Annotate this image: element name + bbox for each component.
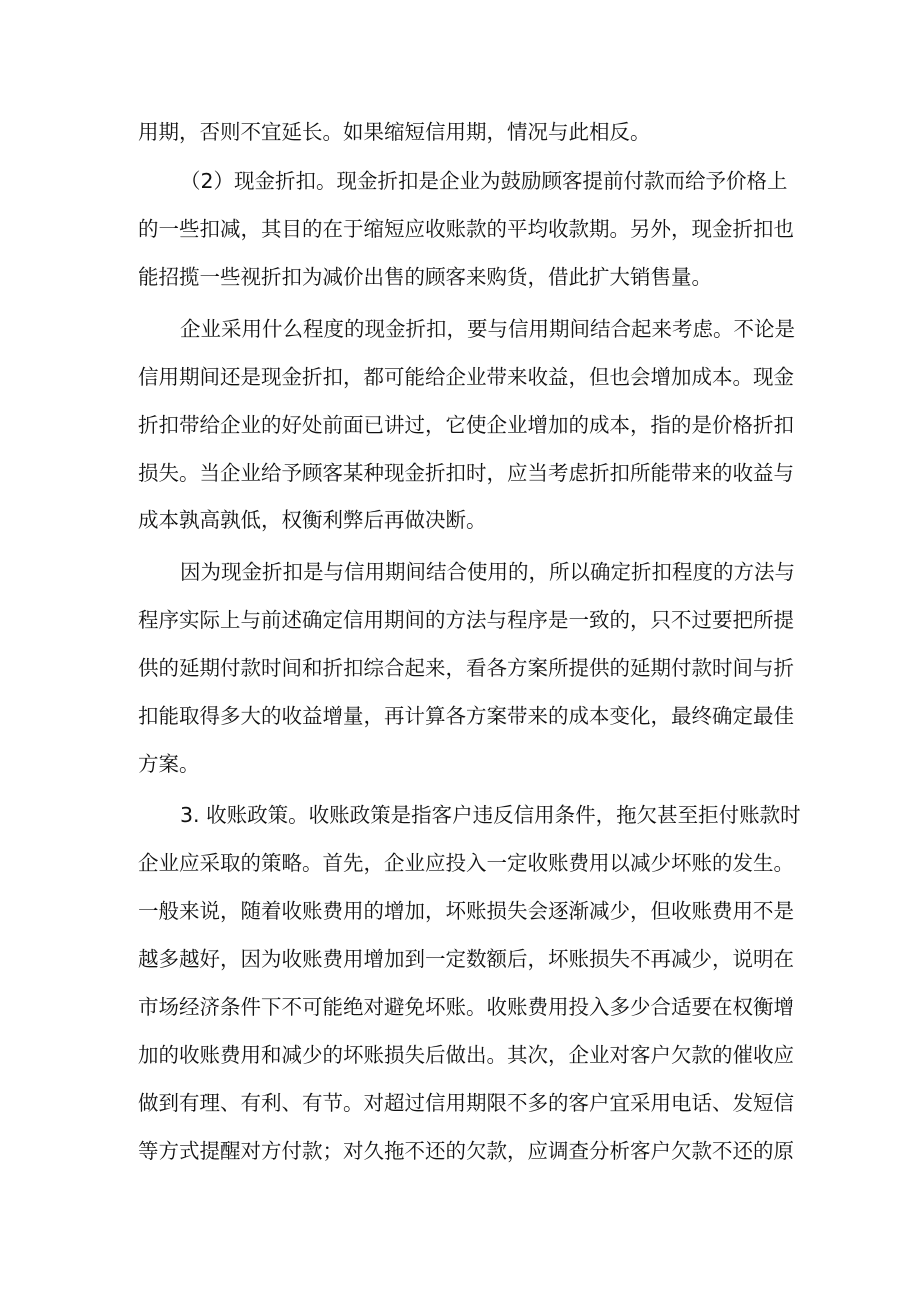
text-line: 一般来说，随着收账费用的增加，坏账损失会逐渐减少，但收账费用不是 [138, 899, 794, 923]
text-line: 折扣带给企业的好处前面已讲过，它使企业增加的成本，指的是价格折扣 [138, 413, 794, 437]
text-line: 企业应采取的策略。首先，企业应投入一定收账费用以减少坏账的发生。 [138, 851, 794, 875]
text-line: 扣能取得多大的收益增量，再计算各方案带来的成本变化，最终确定最佳 [138, 704, 794, 728]
text-line: 市场经济条件下不可能绝对避免坏账。收账费用投入多少合适要在权衡增 [138, 995, 794, 1019]
text-line: 供的延期付款时间和折扣综合起来，看各方案所提供的延期付款时间与折 [138, 656, 794, 680]
text-line: 等方式提醒对方付款；对久拖不还的欠款，应调查分析客户欠款不还的原 [138, 1139, 794, 1163]
text-line: 损失。当企业给予顾客某种现金折扣时，应当考虑折扣所能带来的收益与 [138, 461, 794, 485]
text-line: 越多越好，因为收账费用增加到一定数额后，坏账损失不再减少，说明在 [138, 947, 794, 971]
text-line: 信用期间还是现金折扣，都可能给企业带来收益，但也会增加成本。现金 [138, 365, 794, 389]
text-line: 方案。 [138, 752, 200, 776]
text-line: 能招揽一些视折扣为减价出售的顾客来购货，借此扩大销售量。 [138, 265, 712, 289]
text-line: 用期，否则不宜延长。如果缩短信用期，情况与此相反。 [138, 120, 651, 144]
text-line: 成本孰高孰低，权衡利弊后再做决断。 [138, 508, 487, 532]
text-line: 企业采用什么程度的现金折扣，要与信用期间结合起来考虑。不论是 [180, 317, 795, 341]
text-line: 做到有理、有利、有节。对超过信用期限不多的客户宜采用电话、发短信 [138, 1091, 794, 1115]
text-line: 的一些扣减，其目的在于缩短应收账款的平均收款期。另外，现金折扣也 [138, 217, 794, 241]
text-line: 程序实际上与前述确定信用期间的方法与程序是一致的，只不过要把所提 [138, 608, 794, 632]
text-line: （2）现金折扣。现金折扣是企业为鼓励顾客提前付款而给予价格上 [180, 169, 788, 193]
text-line: 3. 收账政策。收账政策是指客户违反信用条件，拖欠甚至拒付账款时 [180, 803, 801, 827]
text-line: 加的收账费用和减少的坏账损失后做出。其次，企业对客户欠款的催收应 [138, 1043, 794, 1067]
text-line: 因为现金折扣是与信用期间结合使用的，所以确定折扣程度的方法与 [180, 560, 795, 584]
